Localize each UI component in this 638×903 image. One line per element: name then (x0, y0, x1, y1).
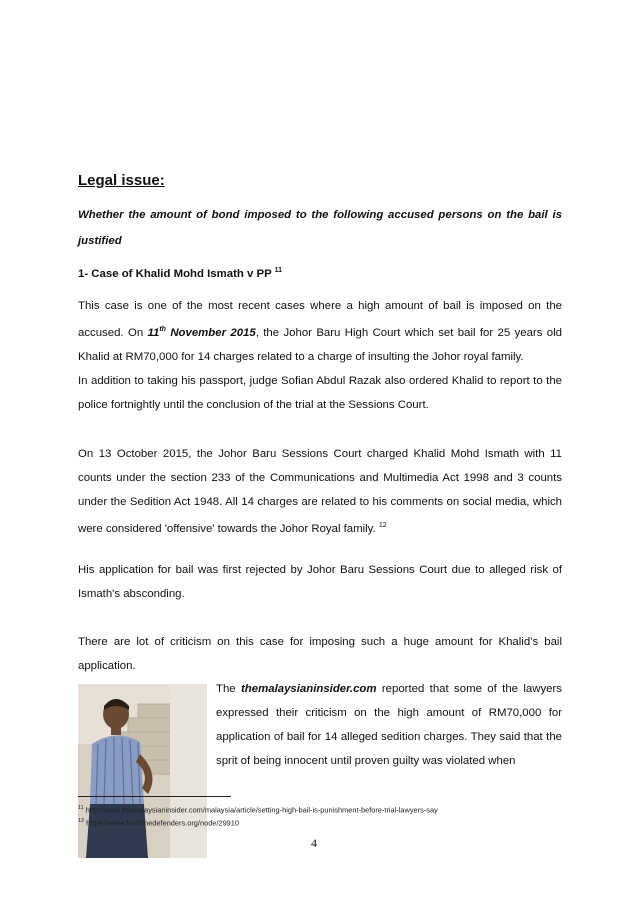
footnote-11-number: 11 (78, 805, 84, 811)
footnote-12 (78, 818, 239, 827)
paragraph-1-body: , the Johor Baru High Court which set bail for 25 years old Khalid at RM70,000 for 14 charges related to a charge of insulting the Johor royal family. (78, 326, 562, 363)
paragraph-2 (78, 442, 562, 541)
case-footnote-ref: 11 (274, 267, 283, 274)
footnote-12-link[interactable]: https://www.frontlinedefenders.org/node/29910 (84, 818, 240, 828)
paragraph-1 (78, 294, 562, 417)
photo-illustration (78, 684, 207, 858)
section-heading: Legal issue: (78, 172, 165, 189)
legal-question: Whether the amount of bond imposed to the following accused persons on the bail is justified (78, 209, 562, 247)
paragraph-2-text: On 13 October 2015, the Johor Baru Sessions Court charged Khalid Mohd Ismath with 11 counts under the section 233 of the Communications and Multimedia Act 1998 and 3 counts under the Sedition Act 1948. All 14 charges are related to his comments on social media, which were considered 'offensive' towards the Johor Royal family. (78, 448, 562, 535)
case-title (78, 267, 282, 280)
footnote-11 (78, 805, 438, 814)
paragraph-3: His application for bail was first rejected by Johor Baru Sessions Court due to alleged risk of Ismath's absconding. (78, 564, 562, 600)
footnote-11-link[interactable]: http://www.themalaysianinsider.com/malaysia/article/setting-high-bail-is-punishment-before-trial-lawyers-say (83, 805, 438, 815)
date-day: 11 (147, 326, 160, 339)
paragraph-2-footnote-ref: 12 (378, 522, 387, 529)
page-number: 4 (311, 836, 317, 850)
date-rest: November 2015 (165, 326, 256, 339)
paragraph-5 (216, 677, 562, 773)
paragraph-1-continuation: In addition to taking his passport, judge Sofian Abdul Razak also ordered Khalid to report to the police fortnightly until the conclusion of the trial at the Sessions Court. (78, 374, 562, 411)
footnote-12-number: 12 (78, 818, 85, 824)
khalid-photo (78, 684, 207, 858)
paragraph-4: There are lot of criticism on this case for imposing such a huge amount for Khalid’s bail application. (78, 636, 562, 672)
paragraph-5-intro: The (216, 683, 242, 695)
date-ordinal: th (159, 326, 166, 333)
footnote-divider (78, 796, 231, 797)
paragraph-5-body: reported that some of the lawyers expressed their criticism on the high amount of RM70,000 for application of bail for 14 alleged sedition charges. They said that the sprit of being innocent until proven guilty was violated when (216, 683, 562, 767)
case-title-text: 1- Case of Khalid Mohd Ismath v PP (78, 267, 272, 280)
paragraph-1-intro: This case is one of the most recent cases where a high amount of bail is imposed on the accused. On (78, 300, 562, 339)
news-source: themalaysianinsider.com (241, 683, 377, 695)
